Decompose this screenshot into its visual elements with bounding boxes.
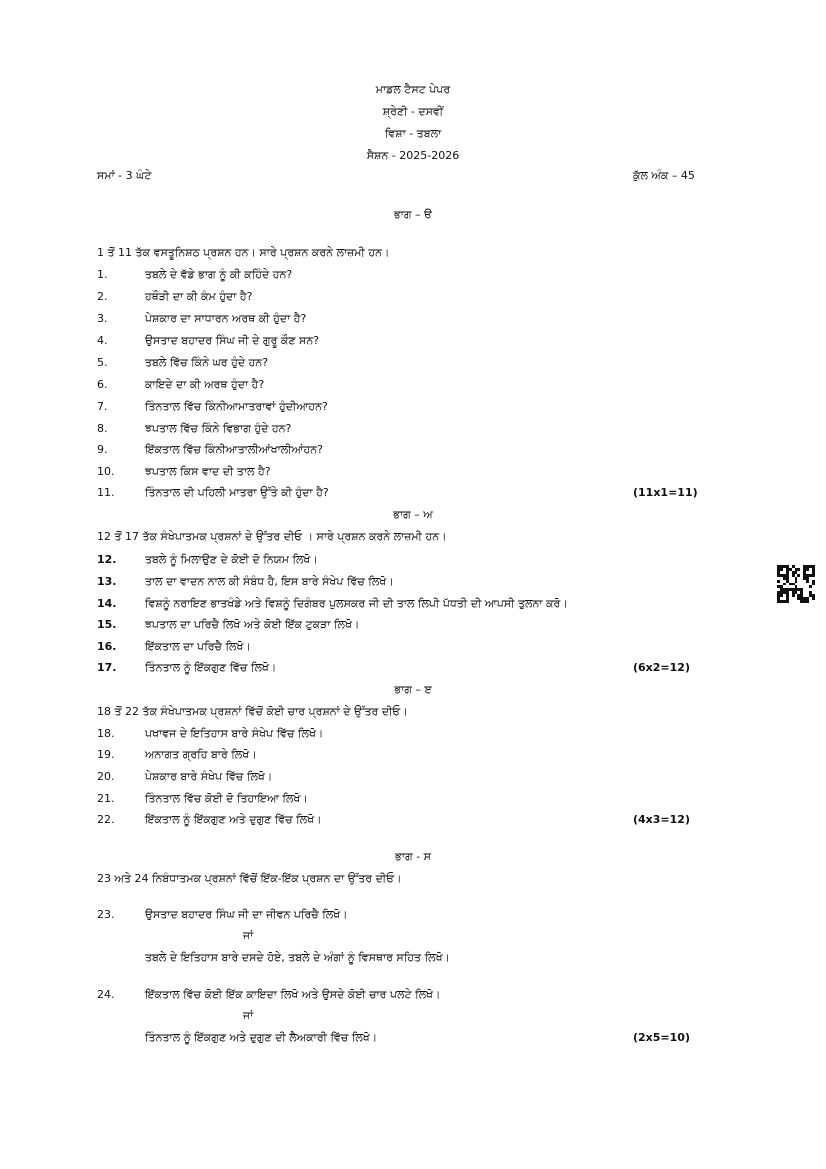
section-a-title: ਭਾਗ – ੳ <box>393 208 433 221</box>
question-text: ਇੱਕਤਾਲ ਵਿੱਚ ਕੋਈ ਇੱਕ ਕਾਇਦਾ ਲਿਖੋ ਅਤੇ ਉਸਦੇ ਕੋਈ ਚਾਰ ਪਲਟੇ ਲਿਖੋ। <box>145 988 441 1001</box>
question-text: ਇੱਕਤਾਲ ਵਿੱਚ ਕਿੰਨੀਆਤਾਲੀਆਂਖਾਲੀਆਂਹਨ? <box>145 443 323 456</box>
section-b-instruction: 12 ਤੋਂ 17 ਤੱਕ ਸੰਖੇਪਾਤਮਕ ਪ੍ਰਸ਼ਨਾਂ ਦੇ ਉੱਤਰ ਦੀਓ । ਸਾਰੇ ਪ੍ਰਸ਼ਨ ਕਰਨੇ ਲਾਜ਼ਮੀ ਹਨ। <box>97 530 447 543</box>
question-text: ਤਬਲੇ ਵਿੱਚ ਕਿੰਨੇ ਘਰ ਹੁੰਦੇ ਹਨ? <box>145 356 269 369</box>
section-d-marks: (2x5=10) <box>633 1031 690 1044</box>
question-text: ਤਿੰਨਤਾਲ ਨੂੰ ਇੱਕਗੁਣ ਵਿੱਚ ਲਿਖੋ। <box>145 661 277 674</box>
question-number: 20. <box>97 770 115 783</box>
question-number: 13. <box>97 575 117 588</box>
question-text: ਪੇਸ਼ਕਾਰ ਦਾ ਸਾਧਾਰਨ ਅਰਥ ਕੀ ਹੁੰਦਾ ਹੈ? <box>145 312 307 325</box>
section-d-instruction: 23 ਅਤੇ 24 ਨਿਬੰਧਾਤਮਕ ਪ੍ਰਸ਼ਨਾਂ ਵਿੱਚੋਂ ਇੱਕ-ਇੱਕ ਪ੍ਰਸ਼ਨ ਦਾ ਉੱਤਰ ਦੀਓ। <box>97 872 402 885</box>
question-text: ਪਖਾਵਜ ਦੇ ਇਤਿਹਾਸ ਬਾਰੇ ਸੰਖੇਪ ਵਿੱਚ ਲਿਖੋ। <box>145 727 324 740</box>
section-b-title: ਭਾਗ – ਅ <box>393 508 433 521</box>
question-text: ਝਪਤਾਲ ਦਾ ਪਰਿਚੈ ਲਿਖੋ ਅਤੇ ਕੋਈ ਇੱਕ ਟੁਕੜਾ ਲਿਖੋ। <box>145 618 360 631</box>
section-a-instruction: 1 ਤੋਂ 11 ਤੱਕ ਵਸਤੂਨਿਸ਼ਠ ਪ੍ਰਸ਼ਨ ਹਨ। ਸਾਰੇ ਪ੍ਰਸ਼ਨ ਕਰਨੇ ਲਾਜ਼ਮੀ ਹਨ। <box>97 246 390 259</box>
question-number: 6. <box>97 378 108 391</box>
qr-code-icon <box>777 565 815 603</box>
time-label: ਸਮਾਂ - 3 ਘੰਟੇ <box>97 169 152 182</box>
question-text: ਪੇਸ਼ਕਾਰ ਬਾਰੇ ਸੰਖੇਪ ਵਿੱਚ ਲਿਖੋ। <box>145 770 273 783</box>
question-text: ਤਿੰਨਤਾਲ ਨੂੰ ਇੱਕਗੁਣ ਅਤੇ ਦੁਗੁਣ ਦੀ ਲੈਅਕਾਰੀ ਵਿੱਚ ਲਿਖੋ। <box>145 1031 378 1044</box>
question-text: ਝਪਤਾਲ ਕਿਸ ਵਾਦ ਦੀ ਤਾਲ ਹੈ? <box>145 465 271 478</box>
question-number: 22. <box>97 813 115 826</box>
subject-line: ਵਿਸ਼ਾ - ਤਬਲਾ <box>384 127 442 140</box>
section-b-marks: (6x2=12) <box>633 661 690 674</box>
class-line: ਸ਼੍ਰੇਣੀ - ਦਸਵੀਂ <box>382 105 444 118</box>
section-c-title: ਭਾਗ – ੲ <box>394 683 432 696</box>
question-number: 14. <box>97 597 117 610</box>
question-number: 23. <box>97 908 115 921</box>
paper-title: ਮਾਡਲ ਟੈਸਟ ਪੇਪਰ <box>375 83 451 96</box>
or-label: ਜਾਂ <box>243 1009 254 1022</box>
section-c-marks: (4x3=12) <box>633 813 690 826</box>
section-d-title: ਭਾਗ - ਸ <box>395 850 431 863</box>
question-text: ਉਸਤਾਦ ਬਹਾਦਰ ਸਿੰਘ ਜੀ ਦੇ ਗੁਰੂ ਕੌਣ ਸਨ? <box>145 334 320 347</box>
question-text: ਹਥੌੜੀ ਦਾ ਕੀ ਕੰਮ ਹੁੰਦਾ ਹੈ? <box>145 290 253 303</box>
question-text: ਤਿੰਨਤਾਲ ਵਿੱਚ ਕਿੰਨੀਆਮਾਤਰਾਵਾਂ ਹੁੰਦੀਆਹਨ? <box>145 400 328 413</box>
question-text: ਤਿੰਨਤਾਲ ਦੀ ਪਹਿਲੀ ਮਾਤਰਾ ਉੱਤੇ ਕੀ ਹੁੰਦਾ ਹੈ? <box>145 486 329 499</box>
question-number: 4. <box>97 334 108 347</box>
question-number: 2. <box>97 290 108 303</box>
question-text: ਅਨਾਗਤ ਗ੍ਰਹਿ ਬਾਰੇ ਲਿਖੋ। <box>145 748 257 761</box>
question-number: 17. <box>97 661 117 674</box>
question-number: 9. <box>97 443 108 456</box>
question-number: 19. <box>97 748 115 761</box>
question-text: ਤਬਲੇ ਦੇ ਇਤਿਹਾਸ ਬਾਰੇ ਦਸਦੇ ਹੋਏ, ਤਬਲੇ ਦੇ ਅੰਗਾਂ ਨੂੰ ਵਿਸਥਾਰ ਸਹਿਤ ਲਿਖੋ। <box>145 951 450 964</box>
question-text: ਇੱਕਤਾਲ ਦਾ ਪਰਿਚੈ ਲਿਖੋ। <box>145 640 251 653</box>
question-number: 10. <box>97 465 115 478</box>
question-number: 3. <box>97 312 108 325</box>
question-number: 8. <box>97 422 108 435</box>
question-number: 1. <box>97 268 108 281</box>
question-number: 5. <box>97 356 108 369</box>
question-text: ਵਿਸ਼ਨੂੰ ਨਰਾਇਣ ਭਾਤਖੰਡੇ ਅਤੇ ਵਿਸ਼ਨੂੰ ਦਿਗੰਬਰ ਪੁਲਸਕਰ ਜੀ ਦੀ ਤਾਲ ਲਿਪੀ ਪੱਧਤੀ ਦੀ ਆਪਸੀ ਤੁਲਨਾ ਕਰੋ। <box>145 597 568 610</box>
question-number: 18. <box>97 727 115 740</box>
question-text: ਇੱਕਤਾਲ ਨੂੰ ਇੱਕਗੁਣ ਅਤੇ ਦੁਗੁਣ ਵਿੱਚ ਲਿਖੋ। <box>145 813 322 826</box>
question-number: 21. <box>97 792 115 805</box>
question-text: ਉਸਤਾਦ ਬਹਾਦਰ ਸਿੰਘ ਜੀ ਦਾ ਜੀਵਨ ਪਰਿਚੈ ਲਿਖੋ। <box>145 908 348 921</box>
question-number: 16. <box>97 640 117 653</box>
question-text: ਤਬਲੇ ਦੇ ਵੱਡੇ ਭਾਗ ਨੂੰ ਕੀ ਕਹਿੰਦੇ ਹਨ? <box>145 268 293 281</box>
question-number: 11. <box>97 486 115 499</box>
question-text: ਕਾਇਦੇ ਦਾ ਕੀ ਅਰਥ ਹੁੰਦਾ ਹੈ? <box>145 378 265 391</box>
or-label: ਜਾਂ <box>243 929 254 942</box>
session-line: ਸੈਸ਼ਨ - 2025-2026 <box>366 149 460 162</box>
question-text: ਤਬਲੇ ਨੂੰ ਮਿਲਾਉਣ ਦੇ ਕੋਈ ਦੋ ਨਿਯਮ ਲਿਖੋ। <box>145 553 318 566</box>
question-text: ਝਪਤਾਲ ਵਿੱਚ ਕਿੰਨੇ ਵਿਭਾਗ ਹੁੰਦੇ ਹਨ? <box>145 422 292 435</box>
question-number: 15. <box>97 618 117 631</box>
total-marks-label: ਕੁੱਲ ਅੰਕ – 45 <box>633 169 695 182</box>
question-number: 12. <box>97 553 117 566</box>
question-number: 7. <box>97 400 108 413</box>
question-text: ਤਾਲ ਦਾ ਵਾਦਨ ਨਾਲ ਕੀ ਸੰਬੰਧ ਹੈ, ਇਸ ਬਾਰੇ ਸੰਖੇਪ ਵਿੱਚ ਲਿਖੋ। <box>145 575 394 588</box>
section-a-marks: (11x1=11) <box>633 486 698 499</box>
section-c-instruction: 18 ਤੋਂ 22 ਤੱਕ ਸੰਖੇਪਾਤਮਕ ਪ੍ਰਸ਼ਨਾਂ ਵਿੱਚੋਂ ਕੋਈ ਚਾਰ ਪ੍ਰਸ਼ਨਾਂ ਦੇ ਉੱਤਰ ਦੀਓ। <box>97 705 408 718</box>
question-number: 24. <box>97 988 115 1001</box>
question-text: ਤਿੰਨਤਾਲ ਵਿੱਚ ਕੋਈ ਦੋ ਤਿਹਾਇਆ ਲਿਖੋ। <box>145 792 308 805</box>
